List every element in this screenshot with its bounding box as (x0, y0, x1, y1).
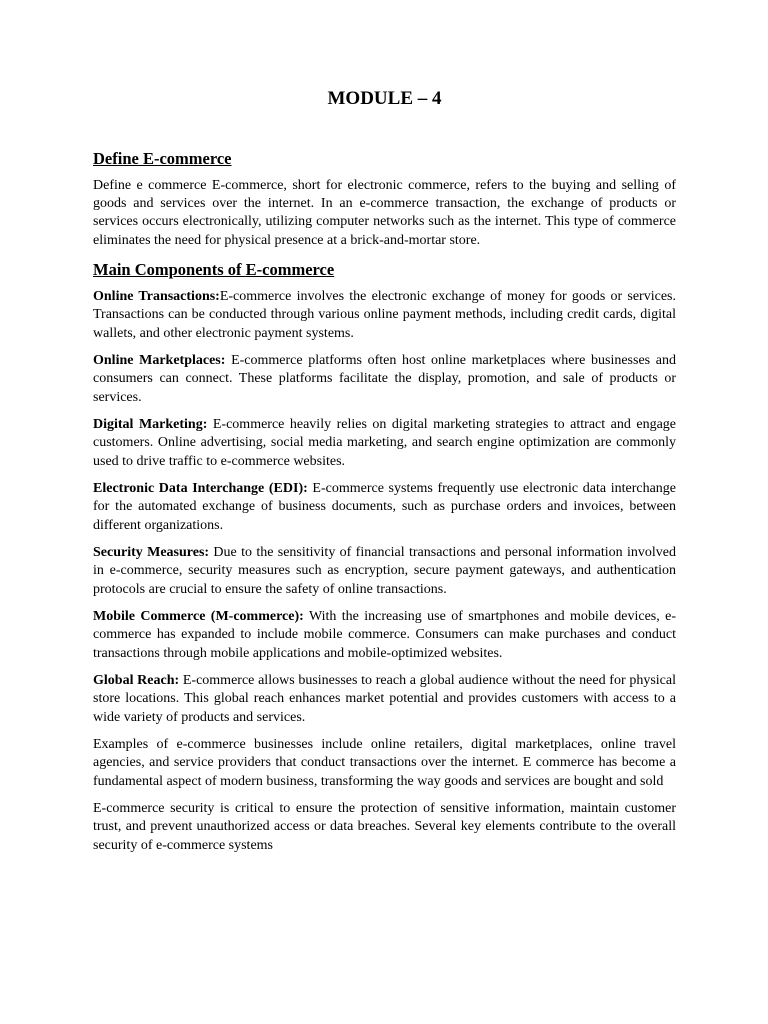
component-term: Digital Marketing: (93, 417, 208, 433)
component-term: Online Transactions: (93, 289, 220, 305)
component-online-marketplaces (93, 352, 676, 407)
security-paragraph: E-commerce security is critical to ensure the protection of sensitive information, maintain customer trust, and prevent unauthorized access or data breaches. Several key elements contribute to the overall security of e-commerce systems (93, 801, 676, 853)
component-text: E-commerce platforms often host online marketplaces where businesses and consumers can connect. These platforms facilitate the display, promotion, and sale of products or services. (93, 353, 676, 405)
component-mobile-commerce (93, 608, 676, 663)
component-term: Global Reach: (93, 673, 180, 689)
section-heading-main-components: Main Components of E-commerce (93, 260, 335, 280)
component-term: Security Measures: (93, 545, 210, 561)
component-global-reach (93, 672, 676, 727)
component-online-transactions (93, 288, 676, 343)
document-content (93, 148, 676, 864)
component-text: Due to the sensitivity of financial transactions and personal information involved in e-commerce, security measures such as encryption, secure payment gateways, and authentication protocols are crucial to ensure the safety of online transactions. (93, 545, 676, 597)
component-text: E-commerce heavily relies on digital marketing strategies to attract and engage customers. Online advertising, social media marketing, and search engine optimization are commonly used to drive traffic to e-commerce websites. (93, 417, 676, 469)
component-text: E-commerce allows businesses to reach a global audience without the need for physical store locations. This global reach enhances market potential and provides customers with access to a wide variety of products and services. (93, 673, 676, 725)
definition-paragraph: Define e commerce E-commerce, short for electronic commerce, refers to the buying and selling of goods and services over the internet. In an e-commerce transaction, the exchange of products or services occurs electronically, utilizing computer networks such as the internet. This type of commerce eliminates the need for physical presence at a brick-and-mortar store. (93, 178, 676, 248)
component-edi (93, 480, 676, 535)
component-term: Online Marketplaces: (93, 353, 226, 369)
component-term: Electronic Data Interchange (EDI): (93, 481, 308, 497)
component-security-measures (93, 544, 676, 599)
component-digital-marketing (93, 416, 676, 471)
component-text: E-commerce systems frequently use electronic data interchange for the automated exchange of business documents, such as purchase orders and invoices, between different organizations. (93, 481, 676, 533)
examples-paragraph: Examples of e-commerce businesses include online retailers, digital marketplaces, online travel agencies, and service providers that conduct transactions over the internet. E commerce has become a fundamental aspect of modern business, transforming the way goods and services are bought and sold (93, 737, 676, 789)
component-text: E-commerce involves the electronic exchange of money for goods or services. Transactions can be conducted through various online payment methods, including credit cards, digital wallets, and other electronic payment systems. (93, 289, 676, 341)
component-term: Mobile Commerce (M-commerce): (93, 609, 304, 625)
component-text: With the increasing use of smartphones and mobile devices, e-commerce has expanded to include mobile commerce. Consumers can make purchases and conduct transactions through mobile applications and mobile-optimized websites. (93, 609, 676, 661)
module-title: MODULE – 4 (327, 88, 442, 109)
section-heading-define-ecommerce: Define E-commerce (93, 149, 232, 168)
